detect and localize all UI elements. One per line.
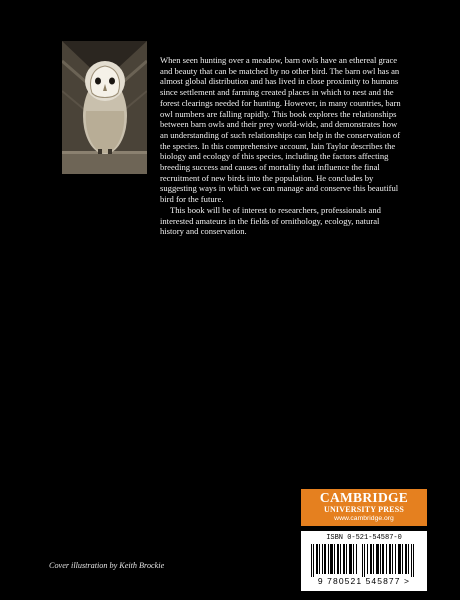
publisher-name: CAMBRIDGE — [319, 490, 409, 505]
back-cover-blurb — [160, 55, 403, 237]
illustration-credit: Cover illustration by Keith Brockie — [49, 561, 165, 570]
publisher-logo — [301, 489, 427, 526]
cover-illustration — [62, 41, 147, 174]
barcode-panel — [301, 531, 427, 591]
blurb-paragraph: This book will be of interest to researchers, professionals and interested amateurs in the fields of ornithology, ecology, natural history and conservation. — [160, 204, 381, 237]
blurb-paragraph: When seen hunting over a meadow, barn owls have an ethereal grace and beauty that can be matched by no other bird. The barn owl has an almost global distribution and has lived in close proximity to humans since settlement and farming created places in which to nest and the forest clearings needed for hunting. However, in many countries, barn owl numbers are falling rapidly. This book explores the relationships between barn owls and their prey world-wide, and demonstrates how an understanding of such relationships can help in the conservation of the species. In this comprehensive account, Iain Taylor describes the biology and ecology of this species, including the factors affecting breeding success and causes of mortality that influence the final recruitment of new birds into the population. He concludes by suggesting ways in which we can manage and conserve this beautiful bird for the future. — [160, 55, 401, 205]
barn-owl-illustration — [62, 41, 147, 174]
barcode-icon — [311, 544, 417, 577]
isbn-label: ISBN 0-521-54587-0 — [326, 534, 402, 542]
publisher-subname: UNIVERSITY PRESS — [323, 505, 405, 514]
publisher-website: www.cambridge.org — [334, 515, 394, 522]
ean-digits: 9 780521 545877 > — [317, 576, 411, 586]
